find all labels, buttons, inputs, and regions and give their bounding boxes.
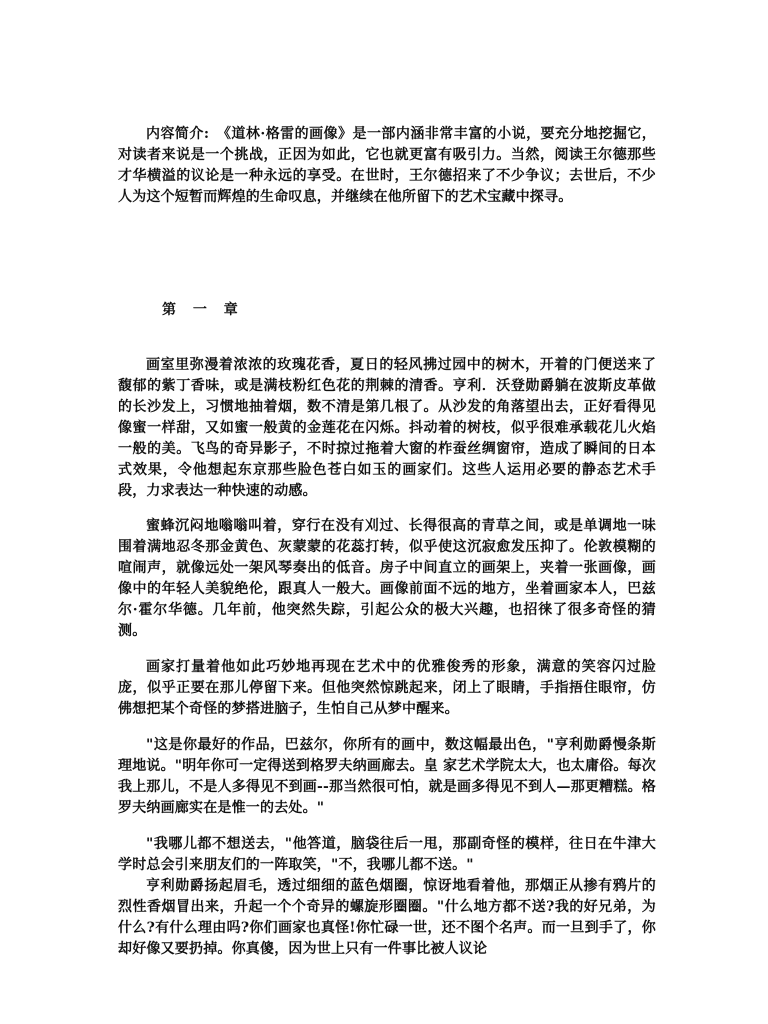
body-paragraph: 画家打量着他如此巧妙地再现在艺术中的优雅俊秀的形象，满意的笑容闪过脸庞，似乎正要在那儿停留下来。但他突然惊跳起来，闭上了眼睛，手指捂住眼帘，仿佛想把某个奇怪的梦搭进脑子，生怕自己从梦中醒来。 [118,659,656,717]
body-paragraph: 蜜蜂沉闷地嗡嗡叫着，穿行在没有刈过、长得很高的青草之间，或是单调地一味围着满地忍冬那金黄色、灰蒙蒙的花蕊打转，似乎使这沉寂愈发压抑了。伦敦模糊的喧闹声，就像远处一架风琴奏出的低音。房子中间直立的画架上，夹着一张画像，画像中的年轻人美貌绝伦，跟真人一般大。画像前面不远的地方，坐着画家本人，巴兹尔·霍尔华德。几年前，他突然失踪，引起公众的极大兴趣，也招徕了很多奇怪的猜测。 [118,518,656,639]
chapter-heading: 第 一 章 [162,302,244,318]
intro-paragraph: 内容简介: 《道林·格雷的画像》是一部内涵非常丰富的小说，要充分地挖掘它，对读者来说是一个挑战，正因为如此，它也就更富有吸引力。当然，阅读王尔德那些才华横溢的议论是一种永远的享受。在世时，王尔德招来了不少争议；去世后，不少人为这个短暂而辉煌的生命叹息，并继续在他所留下的艺术宝藏中探寻。 [118,126,656,205]
body-paragraph: 亨利勋爵扬起眉毛，透过细细的蓝色烟圈，惊讶地看着他，那烟正从掺有鸦片的烈性香烟冒出来，升起一个个奇异的螺旋形圈圈。"什么地方都不送?我的好兄弟，为什么?有什么理由吗?你们画家也真怪!你忙碌一世，还不图个名声。而一旦到手了，你却好像又要扔掉。你真傻，因为世上只有一件事比被人议论 [118,878,656,957]
body-paragraph: "这是你最好的作品，巴兹尔，你所有的画中，数这幅最出色，"亨利勋爵慢条斯理地说。"明年你可一定得送到格罗夫纳画廊去。皇 家艺术学院太大，也太庸俗。每次我上那儿，不是人多得见不到画--那当然很可怕，就是画多得见不到人—那更糟糕。格罗夫纳画廊实在是惟一的去处。" [118,737,656,816]
body-paragraph: 画室里弥漫着浓浓的玫瑰花香，夏日的轻风拂过园中的树木，开着的门便送来了馥郁的紫丁香味，或是满枝粉红色花的荆棘的清香。亨利．沃登勋爵躺在波斯皮革做的长沙发上，习惯地抽着烟，数不清是第几根了。从沙发的角落望出去，正好看得见像蜜一样甜，又如蜜一般黄的金莲花在闪烁。抖动着的树枝，似乎很难承载花儿火焰一般的美。飞鸟的奇异影子，不时掠过拖着大窗的柞蚕丝绸窗帘，造成了瞬间的日本式效果，令他想起东京那些脸色苍白如玉的画家们。这些人运用必要的静态艺术手段，力求表达一种快速的动感。 [118,357,656,499]
body-paragraph: "我哪儿都不想送去，"他答道，脑袋往后一甩，那副奇怪的模样，往日在牛津大学时总会引来朋友们的一阵取笑，"不，我哪儿都不送。" [118,836,656,873]
